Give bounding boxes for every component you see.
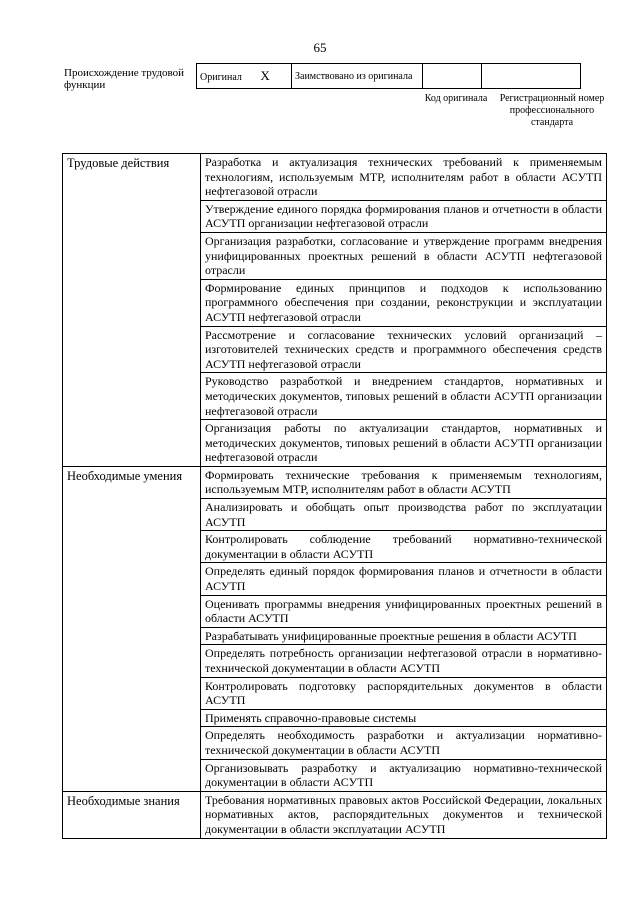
section-item: Формирование единых принципов и подходов к использованию программного обеспечения при создании, реконструкции и эксплуатации АСУТП нефтегазовой отрасли (201, 279, 607, 326)
table-row (63, 466, 607, 498)
section-header: Необходимые знания (63, 791, 201, 838)
section-item: Разработка и актуализация технических требований к применяемым технологиям, используемым МТР, исполнителям работ в области АСУТП нефтегазовой отрасли (201, 154, 607, 201)
section-item: Применять справочно-правовые системы (201, 709, 607, 727)
table-row (63, 791, 607, 838)
table-row (63, 154, 607, 201)
original-label: Оригинал (200, 71, 242, 83)
section-item: Оценивать программы внедрения унифицированных проектных решений в области АСУТП (201, 595, 607, 627)
origin-label: Происхождение трудовой функции (64, 67, 185, 91)
section-header: Трудовые действия (63, 154, 201, 467)
section-item: Требования нормативных правовых актов Российской Федерации, локальных нормативных актов, распорядительных документов и технической документации в области эксплуатации АСУТП (201, 791, 607, 838)
code-original-caption: Код оригинала (424, 93, 488, 104)
section-item: Организация разработки, согласование и утверждение программ внедрения унифицированных проектных решений в области АСУТП нефтегазовой отрасли (201, 232, 607, 279)
section-item: Формировать технические требования к применяемым технологиям, используемым МТР, исполнителям работ в области АСУТП (201, 466, 607, 498)
section-item: Утверждение единого порядка формирования планов и отчетности в области АСУТП организации нефтегазовой отрасли (201, 200, 607, 232)
reg-number-cell (482, 64, 581, 89)
borrowed-cell: Заимствовано из оригинала (292, 64, 423, 89)
section-item: Определять единый порядок формирования планов и отчетности в области АСУТП (201, 563, 607, 595)
section-item: Разрабатывать унифицированные проектные решения в области АСУТП (201, 627, 607, 645)
original-cell (197, 64, 292, 89)
reg-number-caption: Регистрационный номер профессионального стандарта (499, 93, 605, 128)
section-item: Контролировать соблюдение требований нормативно-технической документации в области АСУТП (201, 531, 607, 563)
code-cell (423, 64, 482, 89)
section-item: Рассмотрение и согласование технических условий организаций – изготовителей технических средств и программного обеспечения средств АСУТП нефтегазовой отрасли (201, 326, 607, 373)
section-item: Анализировать и обобщать опыт производства работ по эксплуатации АСУТП (201, 499, 607, 531)
section-item: Организация работы по актуализации стандартов, нормативных и методических документов, типовых решений в области АСУТП организации нефтегазовой отрасли (201, 420, 607, 467)
section-item: Руководство разработкой и внедрением стандартов, нормативных и методических документов, типовых решений в области АСУТП организации нефтегазовой отрасли (201, 373, 607, 420)
function-table (62, 153, 607, 839)
section-item: Контролировать подготовку распорядительных документов в области АСУТП (201, 677, 607, 709)
section-item: Определять необходимость разработки и актуализации нормативно-технической документации в области АСУТП (201, 727, 607, 759)
page-number: 65 (313, 40, 327, 55)
section-header: Необходимые умения (63, 466, 201, 791)
origin-table (196, 63, 581, 89)
section-item: Организовывать разработку и актуализацию нормативно-технической документации в области АСУТП (201, 759, 607, 791)
original-mark: X (260, 67, 270, 83)
section-item: Определять потребность организации нефтегазовой отрасли в нормативно-технической документации в области АСУТП (201, 645, 607, 677)
